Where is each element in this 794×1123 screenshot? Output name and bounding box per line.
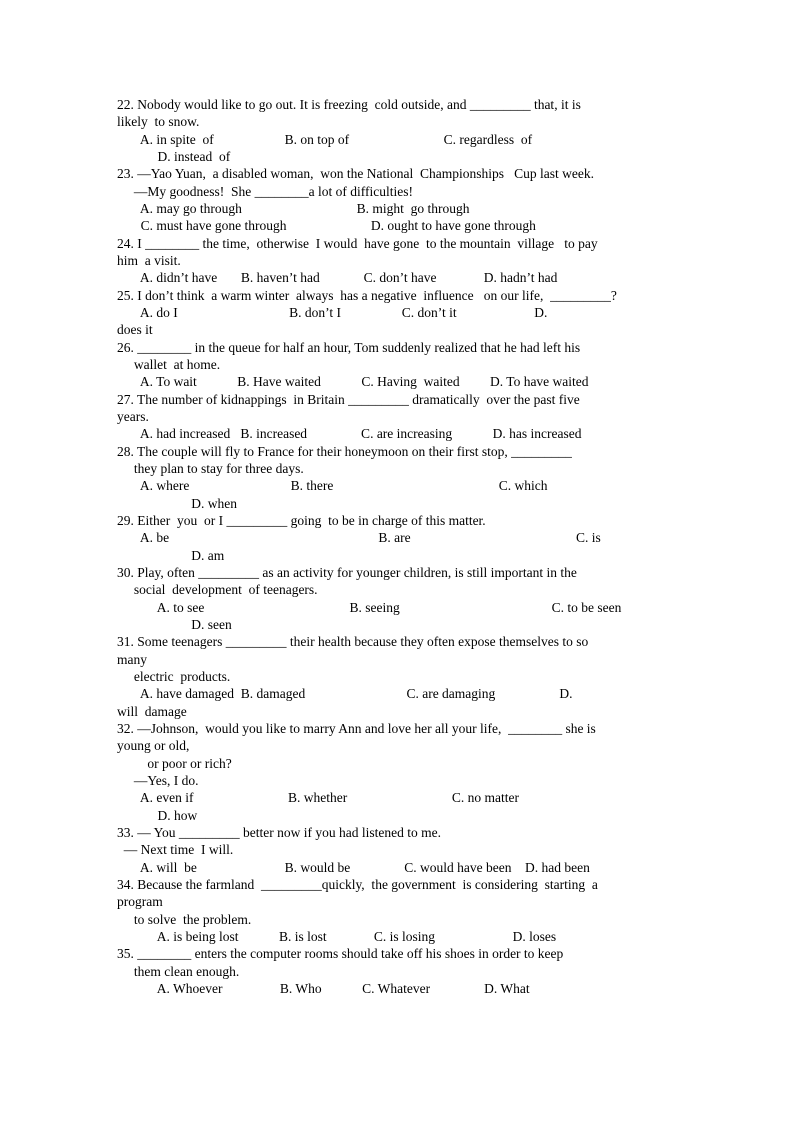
q35-stem-line1: 35. ________ enters the computer rooms should take off his shoes in order to keep — [117, 946, 564, 961]
q32-stem-line3: or poor or rich? — [117, 756, 232, 771]
q23-stem-line1: 23. —Yao Yuan, a disabled woman, won the National Championships Cup last week. — [117, 166, 594, 181]
q32-answer: —Yes, I do. — [117, 773, 199, 788]
q35-options: A. Whoever B. Who C. Whatever D. What — [117, 981, 530, 996]
q33-stem-line2: — Next time I will. — [117, 842, 234, 857]
q23-options-ab: A. may go through B. might go through — [117, 201, 470, 216]
q25-option-d: does it — [117, 322, 153, 337]
q32-options-abc: A. even if B. whether C. no matter — [117, 790, 519, 805]
q24-stem-line1: 24. I ________ the time, otherwise I would have gone to the mountain village to pay — [117, 236, 598, 251]
q34-options: A. is being lost B. is lost C. is losing D. loses — [117, 929, 557, 944]
q23-stem-line2: —My goodness! She ________a lot of difficulties! — [117, 184, 413, 199]
q22-option-d: D. instead of — [117, 149, 231, 164]
q32-option-d: D. how — [117, 808, 198, 823]
q26-stem-line2: wallet at home. — [117, 357, 221, 372]
q32-stem-line1: 32. —Johnson, would you like to marry Ann and love her all your life, ________ she is — [117, 721, 596, 736]
q25-options: A. do I B. don’t I C. don’t it D. — [117, 305, 548, 320]
q24-options: A. didn’t have B. haven’t had C. don’t have D. hadn’t had — [117, 270, 558, 285]
q31-stem-line3: electric products. — [117, 669, 231, 684]
q24-stem-line2: him a visit. — [117, 253, 181, 268]
q27-stem-line1: 27. The number of kidnappings in Britain _________ dramatically over the past five — [117, 392, 580, 407]
q31-option-d: will damage — [117, 704, 187, 719]
q29-options-abc: A. be B. are C. is — [117, 530, 601, 545]
q29-stem: 29. Either you or I _________ going to be in charge of this matter. — [117, 513, 486, 528]
q22-stem-line2: likely to snow. — [117, 114, 200, 129]
q33-stem-line1: 33. — You _________ better now if you had listened to me. — [117, 825, 441, 840]
q22-options-abc: A. in spite of B. on top of C. regardless of — [117, 132, 533, 147]
q31-options: A. have damaged B. damaged C. are damaging D. — [117, 686, 573, 701]
q28-option-d: D. when — [117, 496, 237, 511]
q30-stem-line2: social development of teenagers. — [117, 582, 318, 597]
q30-options-abc: A. to see B. seeing C. to be seen — [117, 600, 622, 615]
q35-stem-line2: them clean enough. — [117, 964, 240, 979]
q31-stem-line1: 31. Some teenagers _________ their health because they often expose themselves to so — [117, 634, 589, 649]
q29-option-d: D. am — [117, 548, 225, 563]
q34-stem-line2: program — [117, 894, 163, 909]
q28-stem-line1: 28. The couple will fly to France for their honeymoon on their first stop, _________ — [117, 444, 572, 459]
q26-stem-line1: 26. ________ in the queue for half an hour, Tom suddenly realized that he had left his — [117, 340, 581, 355]
q27-options: A. had increased B. increased C. are increasing D. has increased — [117, 426, 582, 441]
q26-options: A. To wait B. Have waited C. Having waited D. To have waited — [117, 374, 589, 389]
q33-options: A. will be B. would be C. would have been D. had been — [117, 860, 590, 875]
q28-options-abc: A. where B. there C. which — [117, 478, 548, 493]
q31-stem-line2: many — [117, 652, 147, 667]
q34-stem-line1: 34. Because the farmland _________quickly, the government is considering starting a — [117, 877, 598, 892]
q22-stem-line1: 22. Nobody would like to go out. It is freezing cold outside, and _________ that, it is — [117, 97, 581, 112]
q32-stem-line2: young or old, — [117, 738, 190, 753]
q28-stem-line2: they plan to stay for three days. — [117, 461, 304, 476]
q30-option-d: D. seen — [117, 617, 232, 632]
q25-stem: 25. I don’t think a warm winter always has a negative influence on our life, _________? — [117, 288, 617, 303]
q23-options-cd: C. must have gone through D. ought to have gone through — [117, 218, 536, 233]
q27-stem-line2: years. — [117, 409, 149, 424]
q30-stem-line1: 30. Play, often _________ as an activity for younger children, is still important in the — [117, 565, 577, 580]
q34-stem-line3: to solve the problem. — [117, 912, 252, 927]
